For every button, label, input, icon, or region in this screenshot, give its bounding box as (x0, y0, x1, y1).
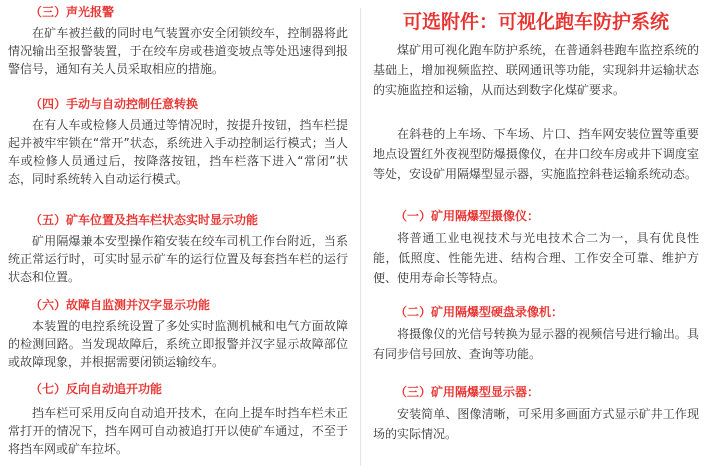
section-heading-manual-auto-switch: （四）手动与自动控制任意转换 (30, 97, 199, 111)
section-text-sound-light-alarm: 在矿车被拦截的同时电气装置亦安全闭锁绞车，控制器将此情况输出至报警装置，于在绞车房或巷道变坡点等处迅速得到报警信号，通知有关人员采取相应的措施。 (8, 26, 348, 76)
optional-accessory-title: 可选附件：可视化跑车防护系统 (402, 11, 669, 33)
section-heading-sound-light-alarm: （三）声光报警 (30, 5, 115, 19)
section-heading-reverse-auto-open: （七）反向自动追开功能 (30, 382, 163, 396)
section-text-explosion-proof-dvr: 将摄像仪的光信号转换为显示器的视频信号进行输出。具有同步信号回放、查询等功能。 (373, 327, 699, 361)
section-text-explosion-proof-camera: 将普通工业电视技术与光电技术合二为一，具有优良性能，低照度、性能先进、结构合理、工作安全可靠、维护方便、使用寿命长等特点。 (373, 231, 699, 285)
section-heading-explosion-proof-dvr: （二）矿用隔爆型硬盘录像机： (395, 305, 564, 319)
section-text-fault-monitoring: 本装置的电控系统设置了多处实时监测机械和电气方面故障的检测回路。当发现故障后，系统立即报警并汉字显示故障部位或故障现象，并根据需要闭锁运输绞车。 (8, 319, 348, 369)
intro-paragraph-2: 在斜巷的上车场、下车场、片口、挡车网安装位置等重要地点设置红外夜视型防爆摄像仪，在井口绞车房或井下调度室等处，安设矿用隔爆型显示器，实施监控斜巷运输系统动态。 (373, 127, 699, 181)
column-divider (360, 8, 361, 466)
intro-paragraph-1: 煤矿用可视化跑车防护系统，在普通斜巷跑车监控系统的基础上，增加视频监控、联网通讯等功能，实现斜井运输状态的实施监控和运输，从而达到数字化煤矿要求。 (373, 43, 699, 97)
section-text-manual-auto-switch: 在有人车或检修人员通过等情况时，按提升按钮，挡车栏提起并被牢牢锁在“常开”状态，系统进入手动控制运行模式；当人车或检修人员通过后，按降落按钮，挡车栏落下进入“常闭”状态，同时系统转入自动运行模式。 (8, 118, 348, 186)
section-text-reverse-auto-open: 挡车栏可采用反向自动追开技术，在向上提车时挡车栏未正常打开的情况下，挡车网可自动被追打开以使矿车通过，不至于将挡车网或矿车拉坏。 (8, 406, 348, 456)
section-text-explosion-proof-display: 安装简单、图像清晰，可采用多画面方式显示矿井工作现场的实际情况。 (373, 407, 699, 441)
section-heading-explosion-proof-display: （三）矿用隔爆型显示器： (395, 385, 540, 399)
section-text-realtime-display: 矿用隔爆兼本安型操作箱安装在绞车司机工作台附近，当系统正常运行时，可实时显示矿车的运行位置及每套挡车栏的运行状态和位置。 (8, 234, 348, 284)
section-heading-fault-monitoring: （六）故障自监测并汉字显示功能 (30, 298, 211, 312)
section-heading-realtime-display: （五）矿车位置及挡车栏状态实时显示功能 (30, 213, 259, 227)
section-heading-explosion-proof-camera: （一）矿用隔爆型摄像仪： (395, 209, 540, 223)
